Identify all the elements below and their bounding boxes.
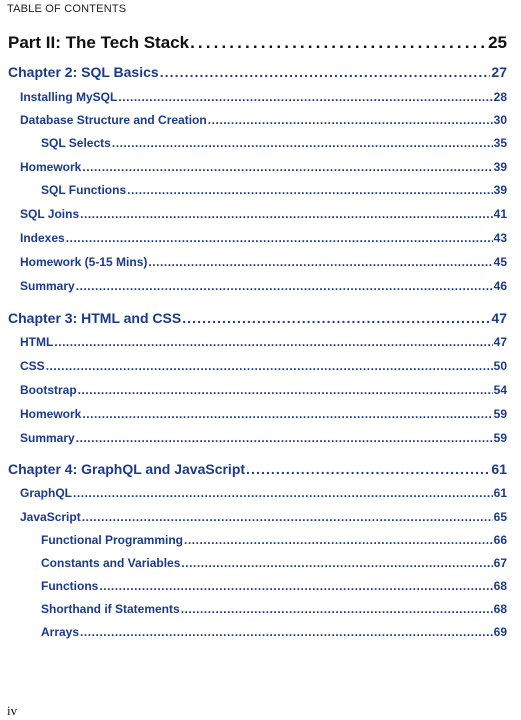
toc-entry-title: Part II: The Tech Stack — [8, 33, 190, 52]
toc-entry-title: Arrays — [41, 625, 80, 639]
toc-entry-section[interactable] — [0, 255, 521, 269]
toc-entry-title: Homework (5-15 Mins) — [20, 255, 148, 269]
toc-entry-title: SQL Functions — [41, 183, 127, 197]
toc-entry-title: GraphQL — [20, 486, 73, 500]
toc-entry-section[interactable] — [0, 510, 521, 524]
toc-entry-section[interactable] — [0, 231, 521, 245]
toc-entry-section[interactable] — [0, 335, 521, 349]
toc-entry-chapter[interactable] — [0, 461, 521, 477]
dot-leader — [46, 359, 493, 373]
toc-entry-page: 54 — [493, 383, 507, 397]
toc-entry-page: 68 — [493, 602, 507, 616]
toc-entry-page: 46 — [493, 279, 507, 293]
toc-entry-subsection[interactable] — [0, 136, 521, 150]
toc-entry-title: Homework — [20, 160, 82, 174]
toc-entry-subsection[interactable] — [0, 183, 521, 197]
toc-entry-chapter[interactable] — [0, 64, 521, 80]
toc-entry-page: 27 — [491, 64, 507, 80]
toc-entry-title: HTML — [20, 335, 54, 349]
toc-entry-page: 39 — [493, 183, 507, 197]
dot-leader — [76, 279, 493, 293]
toc-entry-section[interactable] — [0, 207, 521, 221]
toc-entry-page: 50 — [493, 359, 507, 373]
toc-entry-section[interactable] — [0, 486, 521, 500]
dot-leader — [99, 579, 492, 593]
dot-leader — [66, 231, 493, 245]
toc-entry-subsection[interactable] — [0, 533, 521, 547]
toc-entry-title: Chapter 3: HTML and CSS — [8, 310, 182, 326]
dot-leader — [76, 431, 493, 445]
toc-entry-title: Database Structure and Creation — [20, 113, 207, 127]
dot-leader — [208, 113, 493, 127]
toc-entry-page: 65 — [493, 510, 507, 524]
toc-entry-page: 61 — [491, 461, 507, 477]
dot-leader — [54, 335, 492, 349]
page-folio: iv — [7, 703, 18, 718]
toc-entry-title: Shorthand if Statements — [41, 602, 180, 616]
dot-leader — [246, 461, 490, 477]
toc-entry-title: JavaScript — [20, 510, 81, 524]
toc-entry-page: 67 — [493, 556, 507, 570]
dot-leader — [184, 533, 493, 547]
dot-leader — [181, 556, 492, 570]
toc-entry-title: Summary — [20, 279, 75, 293]
toc-entry-section[interactable] — [0, 383, 521, 397]
toc-entry-section[interactable] — [0, 279, 521, 293]
dot-leader — [160, 64, 491, 80]
toc-entry-section[interactable] — [0, 113, 521, 127]
dot-leader — [80, 207, 493, 221]
toc-entry-section[interactable] — [0, 160, 521, 174]
toc-entry-subsection[interactable] — [0, 556, 521, 570]
toc-entry-title: SQL Joins — [20, 207, 80, 221]
toc-entry-title: Indexes — [20, 231, 65, 245]
toc-entry-section[interactable] — [0, 407, 521, 421]
toc-entry-title: Functions — [41, 579, 99, 593]
dot-leader — [82, 510, 493, 524]
toc-entry-title: Installing MySQL — [20, 90, 118, 104]
dot-leader — [78, 383, 493, 397]
toc-entry-subsection[interactable] — [0, 602, 521, 616]
toc-entry-page: 69 — [493, 625, 507, 639]
dot-leader — [127, 183, 493, 197]
dot-leader — [182, 310, 490, 326]
toc-entry-title: Constants and Variables — [41, 556, 181, 570]
toc-entry-page: 47 — [491, 310, 507, 326]
running-head: TABLE OF CONTENTS — [7, 3, 127, 15]
toc-entry-page: 61 — [493, 486, 507, 500]
toc-entry-page: 35 — [493, 136, 507, 150]
toc-entry-section[interactable] — [0, 90, 521, 104]
toc-entry-section[interactable] — [0, 359, 521, 373]
toc-entry-page: 59 — [493, 431, 507, 445]
dot-leader — [73, 486, 493, 500]
dot-leader — [181, 602, 493, 616]
toc-entry-title: SQL Selects — [41, 136, 111, 150]
dot-leader — [148, 255, 492, 269]
toc-entry-part[interactable] — [0, 33, 521, 53]
toc-entry-title: Functional Programming — [41, 533, 184, 547]
toc-entry-page: 43 — [493, 231, 507, 245]
dot-leader — [190, 33, 487, 53]
toc-entry-section[interactable] — [0, 431, 521, 445]
toc-entry-title: Bootstrap — [20, 383, 77, 397]
toc-entry-subsection[interactable] — [0, 625, 521, 639]
toc-entry-title: Homework — [20, 407, 82, 421]
toc-entry-page: 45 — [493, 255, 507, 269]
toc-entry-title: Chapter 2: SQL Basics — [8, 64, 159, 80]
toc-entry-page: 47 — [493, 335, 507, 349]
dot-leader — [82, 407, 492, 421]
toc-entry-title: CSS — [20, 359, 45, 373]
toc-entry-page: 39 — [493, 160, 507, 174]
toc-entry-subsection[interactable] — [0, 579, 521, 593]
dot-leader — [82, 160, 492, 174]
toc-entry-page: 25 — [488, 33, 507, 52]
dot-leader — [118, 90, 492, 104]
toc-entry-chapter[interactable] — [0, 310, 521, 326]
dot-leader — [80, 625, 493, 639]
toc-entry-title: Chapter 4: GraphQL and JavaScript — [8, 461, 246, 477]
toc-entry-page: 59 — [493, 407, 507, 421]
toc-entry-page: 68 — [493, 579, 507, 593]
toc-entry-title: Summary — [20, 431, 75, 445]
toc-entry-page: 41 — [493, 207, 507, 221]
toc-entry-page: 30 — [493, 113, 507, 127]
toc-entry-page: 28 — [493, 90, 507, 104]
dot-leader — [112, 136, 493, 150]
toc-entry-page: 66 — [493, 533, 507, 547]
